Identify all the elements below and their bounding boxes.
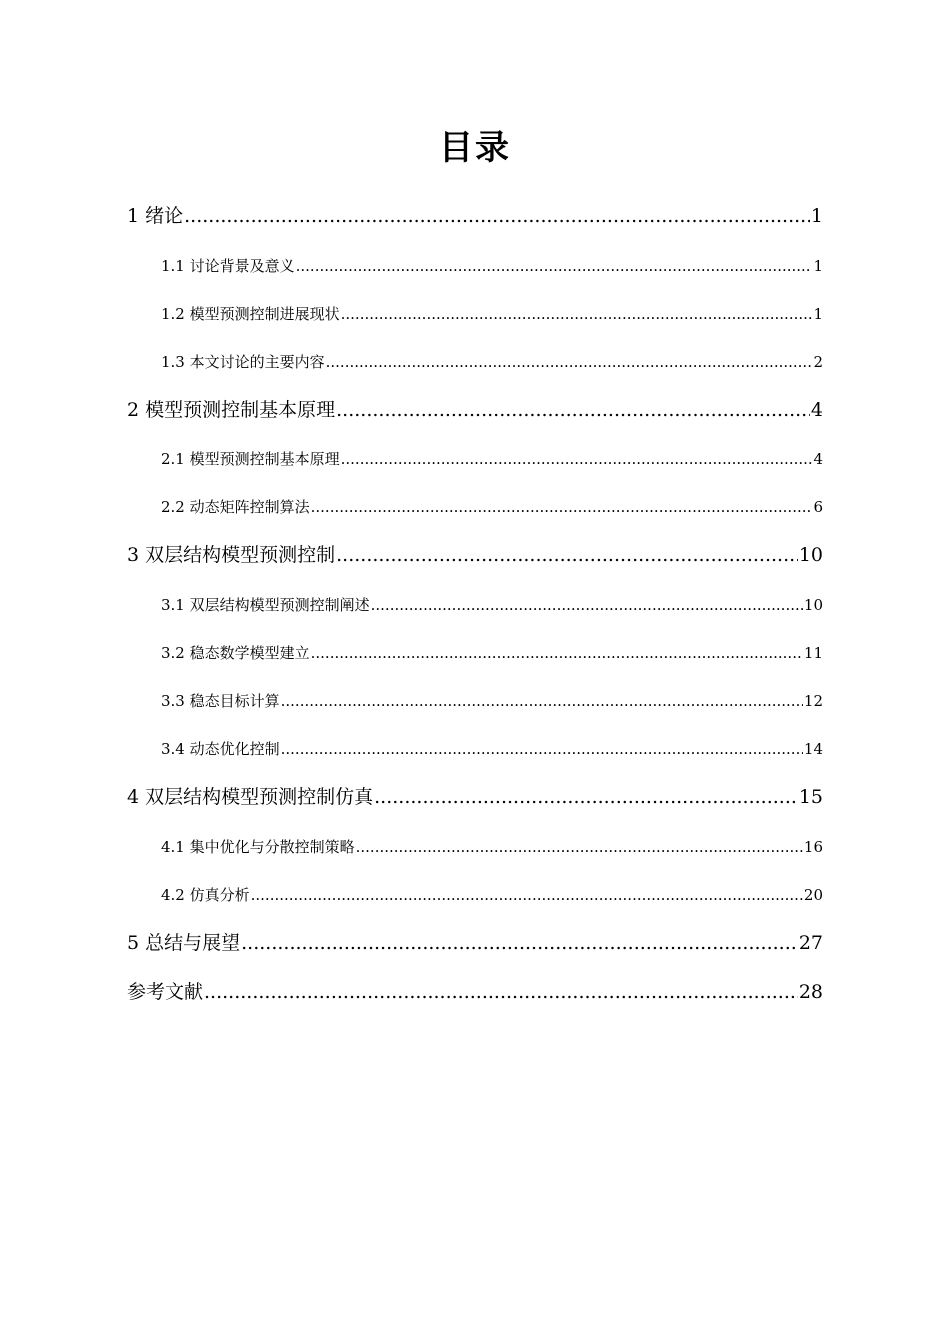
toc-dot-leader bbox=[241, 929, 798, 957]
toc-entry-label: 5 总结与展望 bbox=[127, 932, 241, 954]
toc-dot-leader bbox=[356, 835, 803, 859]
toc-entry-label: 3.2 稳态数学模型建立 bbox=[161, 644, 310, 662]
toc-entry-label: 2.1 模型预测控制基本原理 bbox=[161, 450, 340, 468]
toc-entry-label: 4.1 集中优化与分散控制策略 bbox=[161, 838, 355, 856]
toc-dot-leader bbox=[341, 447, 813, 471]
toc-page-number: 10 bbox=[803, 596, 823, 614]
toc-entry-3-1[interactable] bbox=[161, 593, 823, 617]
toc-entry-2-1[interactable] bbox=[161, 447, 823, 471]
toc-page-number: 28 bbox=[798, 981, 823, 1003]
toc-dot-leader bbox=[336, 541, 798, 569]
toc-dot-leader bbox=[311, 495, 813, 519]
toc-entry-label: 1.3 本文讨论的主要内容 bbox=[161, 353, 325, 371]
toc-page-number: 16 bbox=[803, 838, 823, 856]
toc-dot-leader bbox=[281, 737, 803, 761]
toc-dot-leader bbox=[374, 783, 798, 811]
toc-entry-3[interactable] bbox=[127, 541, 823, 569]
toc-page-number: 12 bbox=[803, 692, 823, 710]
toc-entry-label: 3 双层结构模型预测控制 bbox=[127, 544, 336, 566]
toc-entry-3-4[interactable] bbox=[161, 737, 823, 761]
toc-entry-4-2[interactable] bbox=[161, 883, 823, 907]
toc-dot-leader bbox=[371, 593, 803, 617]
toc-entry-label: 2.2 动态矩阵控制算法 bbox=[161, 498, 310, 516]
toc-entry-1[interactable] bbox=[127, 202, 823, 230]
toc-entry-2-2[interactable] bbox=[161, 495, 823, 519]
toc-entry-1-1[interactable] bbox=[161, 254, 823, 278]
toc-page-number: 4 bbox=[813, 450, 823, 468]
toc-page-number: 1 bbox=[813, 257, 823, 275]
toc-page-number: 11 bbox=[803, 644, 823, 662]
toc-entry-label: 3.3 稳态目标计算 bbox=[161, 692, 280, 710]
toc-dot-leader bbox=[311, 641, 803, 665]
toc-dot-leader bbox=[296, 254, 813, 278]
toc-dot-leader bbox=[326, 350, 813, 374]
toc-entry-2[interactable] bbox=[127, 396, 823, 424]
toc-dot-leader bbox=[281, 689, 803, 713]
toc-dot-leader bbox=[184, 202, 810, 230]
toc-title: 目录 bbox=[439, 128, 511, 168]
toc-entry-label: 4 双层结构模型预测控制仿真 bbox=[127, 786, 374, 808]
toc-entry-3-2[interactable] bbox=[161, 641, 823, 665]
toc-entry-label: 参考文献 bbox=[127, 981, 204, 1003]
toc-entry-4-1[interactable] bbox=[161, 835, 823, 859]
toc-page-number: 27 bbox=[798, 932, 823, 954]
toc-entry-label: 4.2 仿真分析 bbox=[161, 886, 250, 904]
toc-entry-label: 1 绪论 bbox=[127, 205, 184, 227]
toc-entry-3-3[interactable] bbox=[161, 689, 823, 713]
toc-page-number: 2 bbox=[813, 353, 823, 371]
toc-entry-5[interactable] bbox=[127, 929, 823, 957]
toc-entry-label: 3.4 动态优化控制 bbox=[161, 740, 280, 758]
toc-dot-leader bbox=[336, 396, 810, 424]
toc-entry-label: 2 模型预测控制基本原理 bbox=[127, 399, 336, 421]
toc-dot-leader bbox=[341, 302, 813, 326]
toc-entry-label: 3.1 双层结构模型预测控制阐述 bbox=[161, 596, 370, 614]
toc-entry-1-2[interactable] bbox=[161, 302, 823, 326]
toc-page-number: 4 bbox=[810, 399, 823, 421]
toc-entry-1-3[interactable] bbox=[161, 350, 823, 374]
toc-dot-leader bbox=[251, 883, 803, 907]
toc-entry-label: 1.1 讨论背景及意义 bbox=[161, 257, 295, 275]
toc-page-number: 1 bbox=[813, 305, 823, 323]
toc-page-number: 14 bbox=[803, 740, 823, 758]
toc-dot-leader bbox=[204, 978, 798, 1006]
toc-page-number: 20 bbox=[803, 886, 823, 904]
toc-page-number: 1 bbox=[810, 205, 823, 227]
toc-page-number: 6 bbox=[813, 498, 823, 516]
toc-entry-label: 1.2 模型预测控制进展现状 bbox=[161, 305, 340, 323]
toc-entry-4[interactable] bbox=[127, 783, 823, 811]
toc-page-number: 15 bbox=[798, 786, 823, 808]
toc-entry-references[interactable] bbox=[127, 978, 823, 1006]
toc-page-number: 10 bbox=[798, 544, 823, 566]
